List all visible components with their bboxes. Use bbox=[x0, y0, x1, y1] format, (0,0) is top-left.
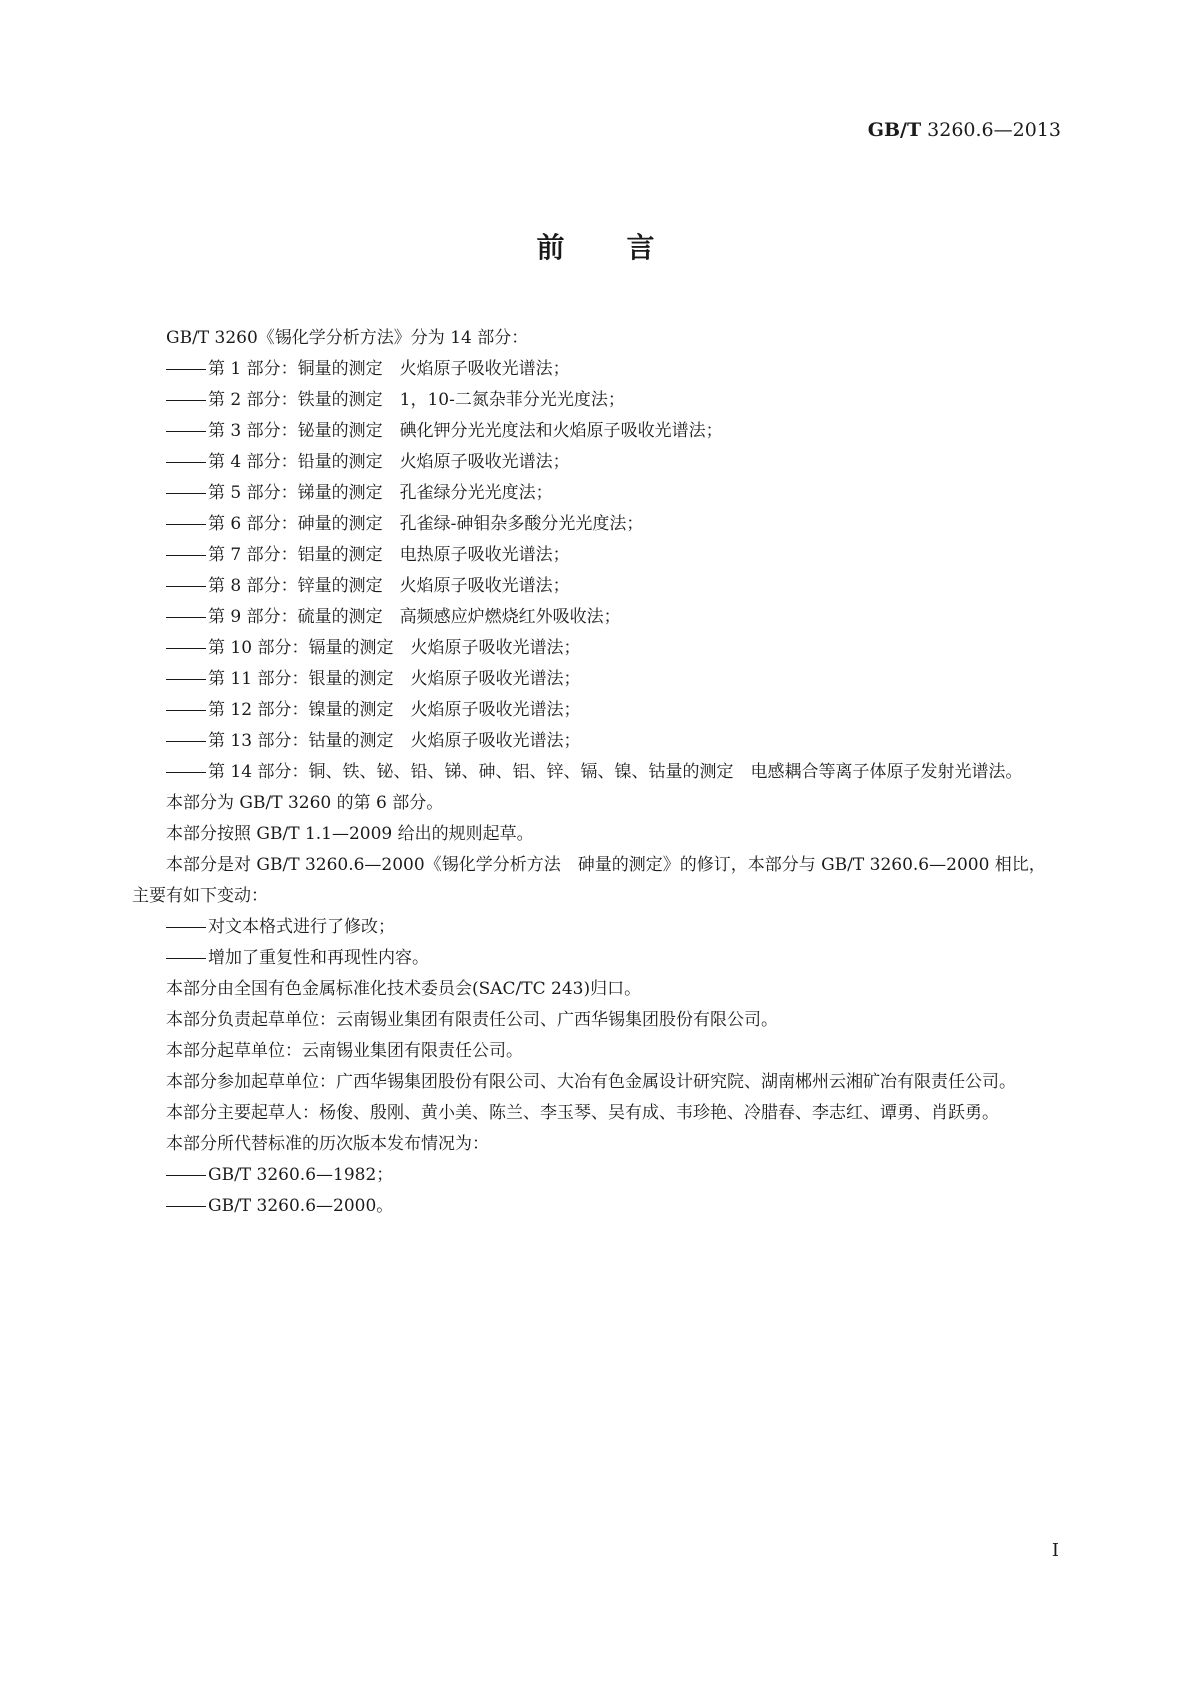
drafting-unit-paragraph: 本部分起草单位：云南锡业集团有限责任公司。 bbox=[166, 1041, 523, 1061]
part-list-item: 第 9 部分：硫量的测定 高频感应炉燃烧红外吸收法； bbox=[132, 602, 1057, 633]
part-list-item: 第 11 部分：银量的测定 火焰原子吸收光谱法； bbox=[132, 664, 1057, 695]
dash-mark bbox=[166, 555, 206, 556]
part-list-item: 第 5 部分：锑量的测定 孔雀绿分光光度法； bbox=[132, 478, 1057, 509]
dash-mark bbox=[166, 648, 206, 649]
dash-mark bbox=[166, 772, 206, 773]
dash-mark bbox=[166, 493, 206, 494]
dash-mark bbox=[166, 927, 206, 928]
change-list-item: 增加了重复性和再现性内容。 bbox=[132, 943, 1057, 974]
dash-mark bbox=[166, 400, 206, 401]
dash-mark bbox=[166, 1206, 206, 1207]
document-code bbox=[868, 119, 1061, 141]
dash-mark bbox=[166, 369, 206, 370]
part-list-item: 第 13 部分：钴量的测定 火焰原子吸收光谱法； bbox=[132, 726, 1057, 757]
document-code-number: 3260.6—2013 bbox=[921, 119, 1061, 141]
dash-mark bbox=[166, 617, 206, 618]
document-code-prefix: GB/T bbox=[867, 119, 922, 141]
part-list-item: 第 2 部分：铁量的测定 1，10-二氮杂菲分光光度法； bbox=[132, 385, 1057, 416]
revision-paragraph: 本部分是对 GB/T 3260.6—2000《锡化学分析方法 砷量的测定》的修订，本部分与 GB/T 3260.6—2000 相比，主要有如下变动： bbox=[132, 855, 1046, 906]
dash-mark bbox=[166, 710, 206, 711]
part-list-item: 第 6 部分：砷量的测定 孔雀绿-砷钼杂多酸分光光度法； bbox=[132, 509, 1057, 540]
part-number-paragraph: 本部分为 GB/T 3260 的第 6 部分。 bbox=[166, 793, 444, 813]
dash-mark bbox=[166, 679, 206, 680]
part-list-item: 第 3 部分：铋量的测定 碘化钾分光光度法和火焰原子吸收光谱法； bbox=[132, 416, 1057, 447]
responsible-drafter-paragraph: 本部分负责起草单位：云南锡业集团有限责任公司、广西华锡集团股份有限公司。 bbox=[166, 1010, 778, 1030]
dash-mark bbox=[166, 1175, 206, 1176]
committee-paragraph: 本部分由全国有色金属标准化技术委员会(SAC/TC 243)归口。 bbox=[166, 979, 642, 999]
part-list-item-14: 第 14 部分：铜、铁、铋、铅、锑、砷、铝、锌、镉、镍、钴量的测定 电感耦合等离子体原子发射光谱法。 bbox=[132, 757, 1057, 788]
history-list-item: GB/T 3260.6—1982； bbox=[132, 1160, 1057, 1191]
participating-units-paragraph: 本部分参加起草单位：广西华锡集团股份有限公司、大冶有色金属设计研究院、湖南郴州云湘矿冶有限责任公司。 bbox=[166, 1072, 1016, 1092]
dash-mark bbox=[166, 462, 206, 463]
page-title: 前言 bbox=[536, 231, 717, 264]
history-paragraph: 本部分所代替标准的历次版本发布情况为： bbox=[166, 1134, 489, 1154]
intro-paragraph: GB/T 3260《锡化学分析方法》分为 14 部分： bbox=[166, 328, 529, 348]
part-list-item: 第 1 部分：铜量的测定 火焰原子吸收光谱法； bbox=[132, 354, 1057, 385]
part-list-item: 第 7 部分：铝量的测定 电热原子吸收光谱法； bbox=[132, 540, 1057, 571]
part-list-item: 第 4 部分：铅量的测定 火焰原子吸收光谱法； bbox=[132, 447, 1057, 478]
dash-mark bbox=[166, 958, 206, 959]
dash-mark bbox=[166, 431, 206, 432]
rules-paragraph: 本部分按照 GB/T 1.1—2009 给出的规则起草。 bbox=[166, 824, 534, 844]
part-list-item: 第 8 部分：锌量的测定 火焰原子吸收光谱法； bbox=[132, 571, 1057, 602]
change-list-item: 对文本格式进行了修改； bbox=[132, 912, 1057, 943]
dash-mark bbox=[166, 524, 206, 525]
part-list-item: 第 12 部分：镍量的测定 火焰原子吸收光谱法； bbox=[132, 695, 1057, 726]
dash-mark bbox=[166, 586, 206, 587]
part-list-item: 第 10 部分：镉量的测定 火焰原子吸收光谱法； bbox=[132, 633, 1057, 664]
history-list-item: GB/T 3260.6—2000。 bbox=[132, 1191, 1057, 1222]
main-drafters-paragraph: 本部分主要起草人：杨俊、殷刚、黄小美、陈兰、李玉琴、吴有成、韦珍艳、冷腊春、李志红、谭勇、肖跃勇。 bbox=[166, 1103, 999, 1123]
dash-mark bbox=[166, 741, 206, 742]
document-body bbox=[132, 323, 1057, 1222]
page-number: I bbox=[1051, 1540, 1059, 1561]
